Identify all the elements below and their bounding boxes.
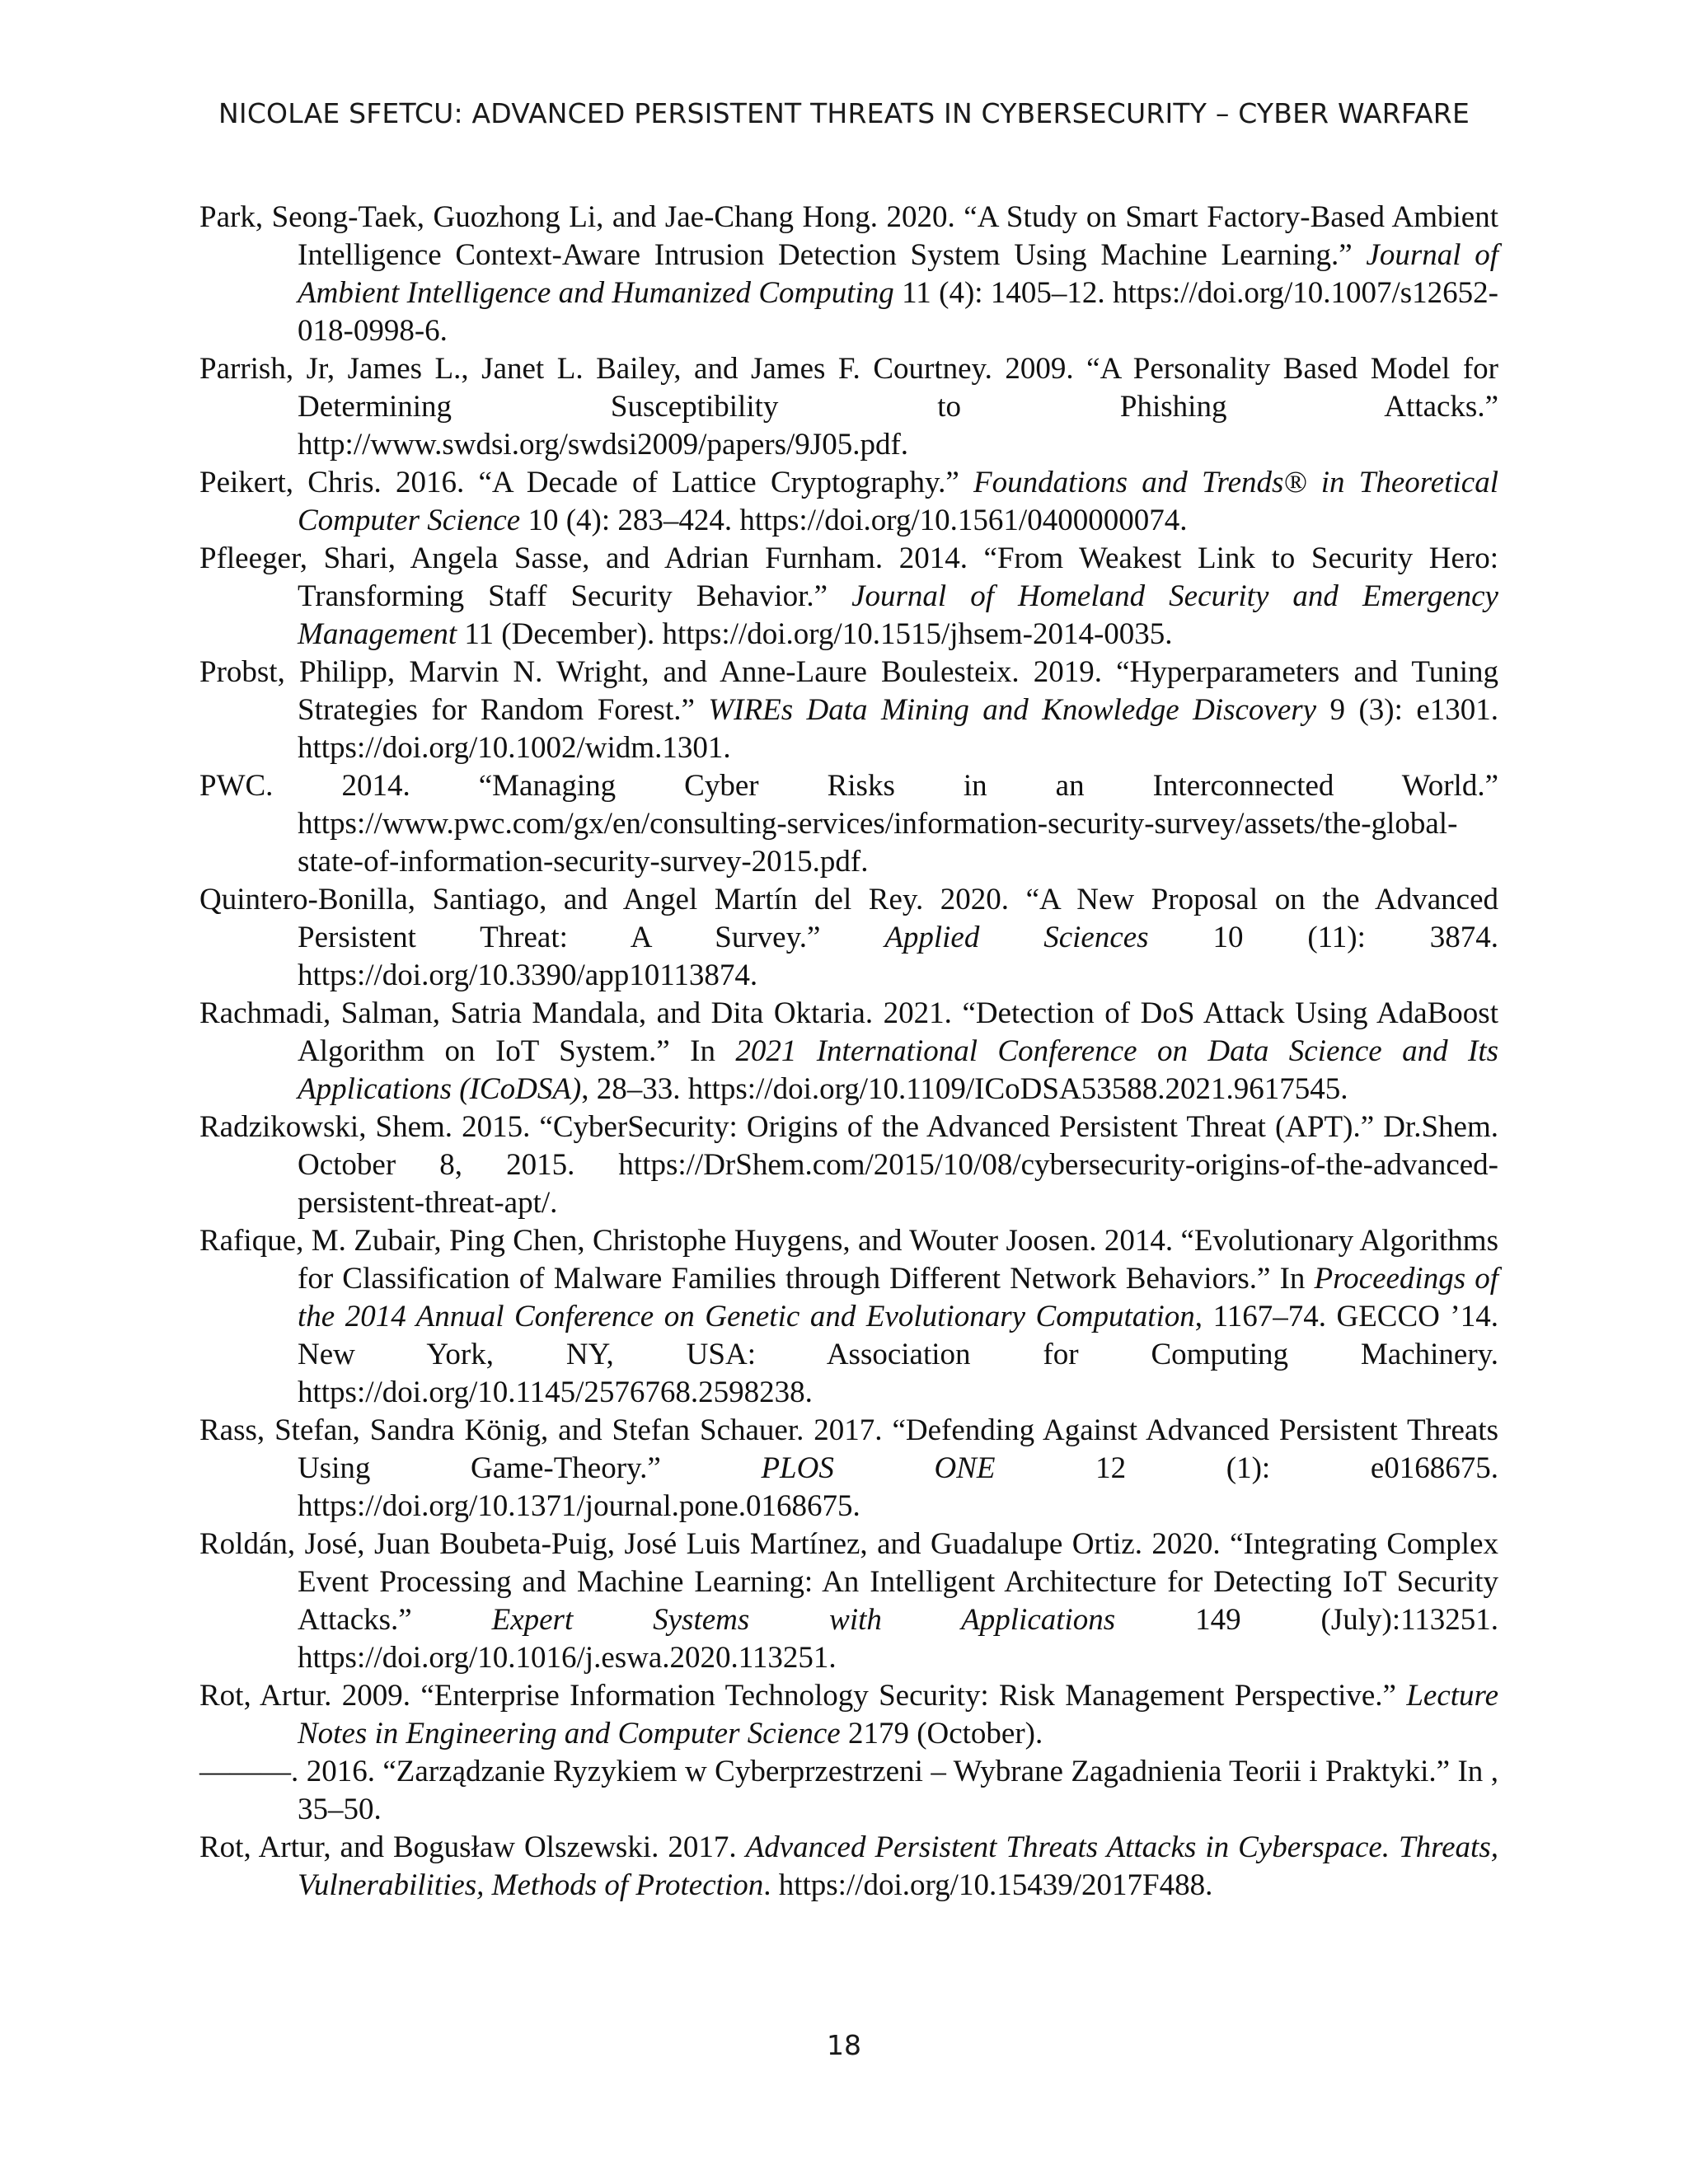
reference-details: 10 (4): 283–424. https://doi.org/10.1561/0400000074. [520, 504, 1188, 537]
reference-entry [199, 199, 1498, 350]
reference-entry [199, 881, 1498, 995]
reference-details: , 28–33. https://doi.org/10.1109/ICoDSA53588.2021.9617545. [581, 1072, 1348, 1106]
reference-entry [199, 350, 1498, 464]
reference-source: Advanced Persistent Threats Attacks in Cyberspace. Threats, Vulnerabilities, Methods of Protection [298, 1830, 1498, 1902]
reference-source: Expert Systems with Applications [491, 1603, 1116, 1637]
reference-source: Journal of Homeland Security and Emergency Management [298, 579, 1498, 651]
reference-entry [199, 464, 1498, 540]
reference-text: Peikert, Chris. 2016. “A Decade of Lattice Cryptography.” [199, 466, 973, 499]
reference-entry [199, 767, 1498, 881]
reference-entry [199, 1829, 1498, 1905]
page-number: 18 [827, 2029, 861, 2061]
reference-text: Pfleeger, Shari, Angela Sasse, and Adrian Furnham. 2014. “From Weakest Link to Security Hero: Transforming Staff Security Behavior.” [199, 541, 1498, 613]
reference-text: Park, Seong-Taek, Guozhong Li, and Jae-Chang Hong. 2020. “A Study on Smart Factory-Based Ambient Intelligence Context-Aware Intrusion Detection System Using Machine Learning.” [199, 200, 1498, 272]
running-header: NICOLAE SFETCU: ADVANCED PERSISTENT THREATS IN CYBERSECURITY – CYBER WARFARE [218, 97, 1470, 129]
reference-entry [199, 1222, 1498, 1412]
reference-source: Proceedings of the 2014 Annual Conference on Genetic and Evolutionary Computation [298, 1262, 1499, 1333]
reference-text: ———. 2016. “Zarządzanie Ryzykiem w Cyberprzestrzeni – Wybrane Zagadnienia Teorii i Praktyki.” In , 35–50. [199, 1755, 1498, 1826]
reference-entry [199, 1412, 1498, 1526]
reference-text: Rachmadi, Salman, Satria Mandala, and Dita Oktaria. 2021. “Detection of DoS Attack Using AdaBoost Algorithm on IoT System.” In [199, 996, 1498, 1068]
reference-source: Foundations and Trends® in Theoretical Computer Science [298, 466, 1498, 537]
reference-text: Quintero-Bonilla, Santiago, and Angel Martín del Rey. 2020. “A New Proposal on the Advanced Persistent Threat: A Survey.” [199, 883, 1498, 954]
reference-text: Rass, Stefan, Sandra König, and Stefan Schauer. 2017. “Defending Against Advanced Persistent Threats Using Game-Theory.” [199, 1413, 1498, 1485]
reference-entry [199, 1753, 1498, 1829]
reference-details: 9 (3): e1301. https://doi.org/10.1002/widm.1301. [298, 693, 1499, 765]
reference-details: . https://doi.org/10.15439/2017F488. [763, 1868, 1213, 1902]
reference-source: WIREs Data Mining and Knowledge Discovery [708, 693, 1317, 727]
reference-entry [199, 1526, 1498, 1677]
reference-text: Rot, Artur. 2009. “Enterprise Information Technology Security: Risk Management Perspective.” [199, 1679, 1407, 1713]
reference-details: 2179 (October). [840, 1717, 1043, 1750]
reference-details: 149 (July):113251. https://doi.org/10.1016/j.eswa.2020.113251. [298, 1603, 1498, 1675]
reference-entry [199, 1677, 1498, 1753]
reference-text: Radzikowski, Shem. 2015. “CyberSecurity: Origins of the Advanced Persistent Threat (APT).” Dr.Shem. October 8, 2015. https://DrShem.com/2015/10/08/cybersecurity-origins-of-the-advanced-persistent-threat-apt/. [199, 1110, 1498, 1220]
reference-text: Roldán, José, Juan Boubeta-Puig, José Luis Martínez, and Guadalupe Ortiz. 2020. “Integrating Complex Event Processing and Machine Learning: An Intelligent Architecture for Detecting IoT Security Attacks.” [199, 1527, 1498, 1637]
reference-text: Probst, Philipp, Marvin N. Wright, and Anne-Laure Boulesteix. 2019. “Hyperparameters and Tuning Strategies for Random Forest.” [199, 655, 1498, 727]
reference-entry [199, 1108, 1498, 1222]
reference-details: 12 (1): e0168675. https://doi.org/10.1371/journal.pone.0168675. [298, 1451, 1498, 1523]
reference-text: Rot, Artur, and Bogusław Olszewski. 2017. [199, 1830, 746, 1864]
reference-list [199, 199, 1498, 1905]
reference-entry [199, 995, 1498, 1108]
reference-source: Applied Sciences [884, 921, 1149, 954]
reference-entry [199, 654, 1498, 767]
reference-entry [199, 540, 1498, 654]
reference-source: Lecture Notes in Engineering and Computer Science [298, 1679, 1498, 1750]
reference-details: 11 (4): 1405–12. https://doi.org/10.1007/s12652-018-0998-6. [298, 276, 1498, 348]
reference-source: 2021 International Conference on Data Science and Its Applications (ICoDSA) [298, 1034, 1499, 1106]
reference-text: Rafique, M. Zubair, Ping Chen, Christophe Huygens, and Wouter Joosen. 2014. “Evolutionary Algorithms for Classification of Malware Families through Different Network Behaviors.” In [199, 1224, 1498, 1296]
reference-details: , 1167–74. GECCO ’14. New York, NY, USA: Association for Computing Machinery. https://doi.org/10.1145/2576768.2598238. [298, 1300, 1498, 1409]
reference-text: Parrish, Jr, James L., Janet L. Bailey, and James F. Courtney. 2009. “A Personality Based Model for Determining Susceptibility to Phishing Attacks.” http://www.swdsi.org/swdsi2009/papers/9J05.pdf. [199, 352, 1498, 462]
reference-source: Journal of Ambient Intelligence and Humanized Computing [298, 238, 1498, 310]
reference-text: PWC. 2014. “Managing Cyber Risks in an Interconnected World.” https://www.pwc.com/gx/en/consulting-services/information-security-survey/assets/the-global-state-of-information-security-survey-2015.pdf. [199, 769, 1498, 879]
reference-details: 10 (11): 3874. https://doi.org/10.3390/app10113874. [298, 921, 1498, 992]
reference-details: 11 (December). https://doi.org/10.1515/jhsem-2014-0035. [457, 617, 1173, 651]
reference-source: PLOS ONE [761, 1451, 996, 1485]
